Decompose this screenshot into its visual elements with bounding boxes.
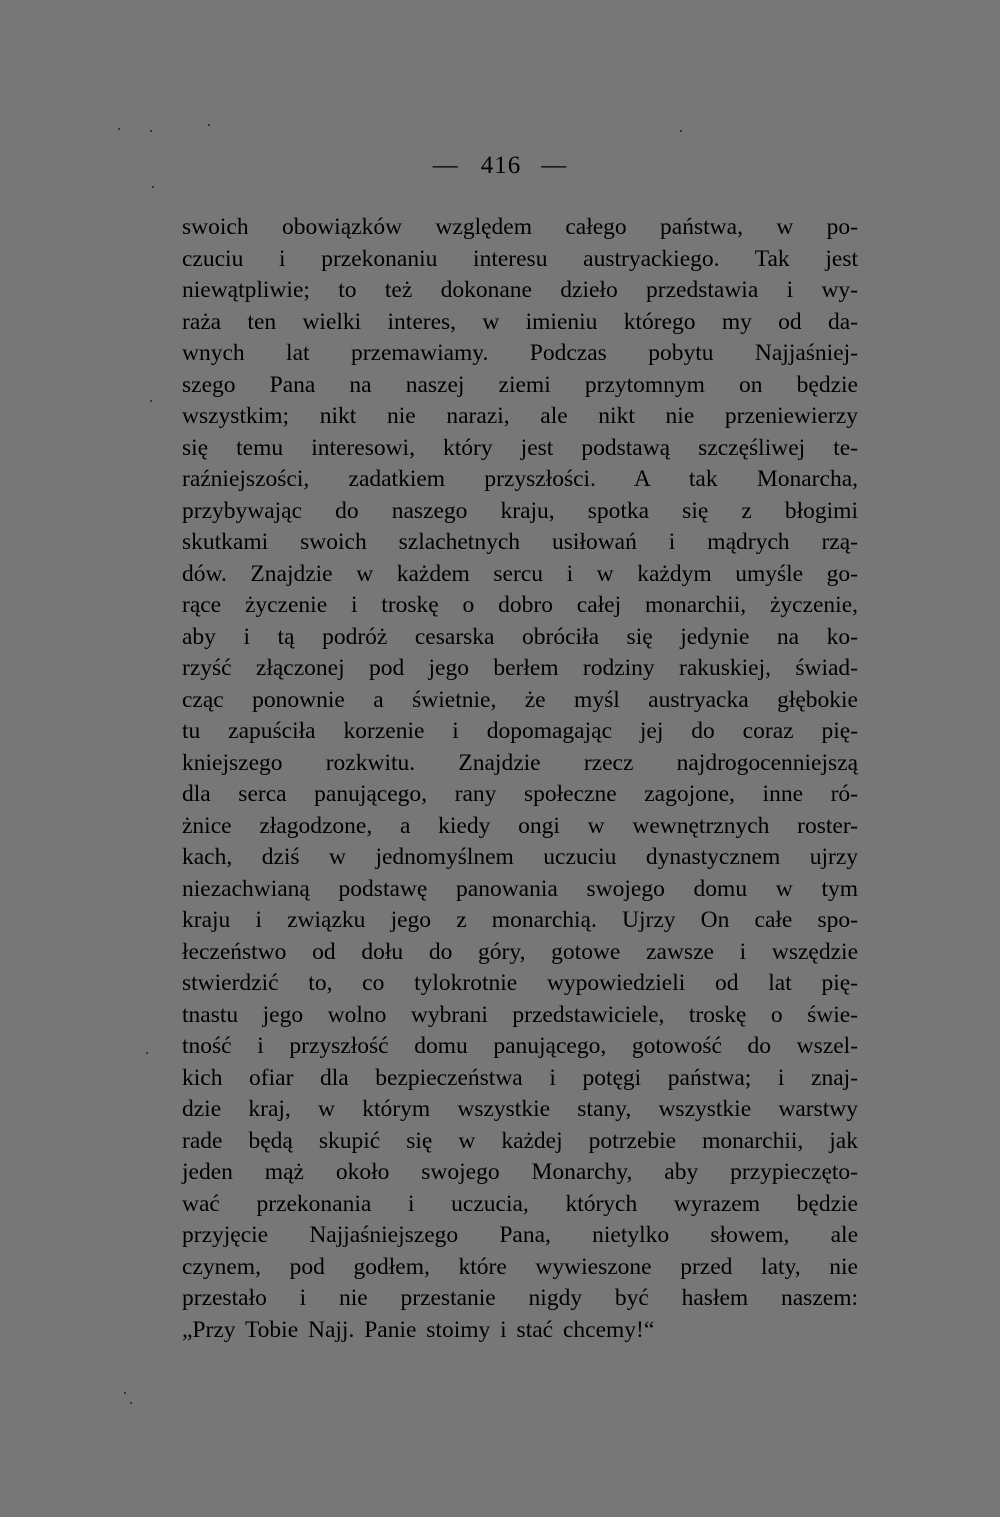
scan-speck — [150, 400, 152, 402]
text-line: się temu interesowi, który jest podstawą szczęśliwej te- — [182, 434, 858, 461]
text-line: raża ten wielki interes, w imieniu którego my od da- — [182, 308, 858, 335]
text-line: tnastu jego wolno wybrani przedstawiciele, troskę o świe- — [182, 1001, 858, 1028]
text-line: wać przekonania i uczucia, których wyrazem będzie — [182, 1190, 858, 1217]
page-number: 416 — [480, 152, 522, 179]
text-line: rade będą skupić się w każdej potrzebie monarchii, jak — [182, 1127, 858, 1154]
scan-speck — [118, 128, 120, 130]
text-line: łeczeństwo od dołu do góry, gotowe zawsze i wszędzie — [182, 938, 858, 965]
scan-speck — [146, 1052, 148, 1054]
text-line: wnych lat przemawiamy. Podczas pobytu Najjaśniej- — [182, 340, 858, 366]
text-line: aby i tą podróż cesarska obróciła się jedynie na ko- — [182, 623, 858, 650]
text-line: cząc ponownie a świetnie, że myśl austryacka głębokie — [182, 686, 858, 713]
text-line: dzie kraj, w którym wszystkie stany, wszystkie warstwy — [182, 1096, 858, 1122]
text-line: kich ofiar dla bezpieczeństwa i potęgi państwa; i znaj- — [182, 1064, 858, 1091]
text-line: czynem, pod godłem, które wywieszone przed laty, nie — [182, 1253, 858, 1280]
text-line: jeden mąż około swojego Monarchy, aby przypieczęto- — [182, 1159, 858, 1185]
scan-speck — [130, 1402, 132, 1404]
text-line: przyjęcie Najjaśniejszego Pana, nietylko słowem, ale — [182, 1222, 858, 1248]
text-line: tność i przyszłość domu panującego, gotowość do wszel- — [182, 1033, 858, 1059]
page-header — [0, 146, 1000, 186]
text-line: czuciu i przekonaniu interesu austryackiego. Tak jest — [182, 245, 858, 272]
text-line: szego Pana na naszej ziemi przytomnym on będzie — [182, 371, 858, 398]
text-line-final: „Przy Tobie Najj. Panie stoimy i stać chcemy!“ — [182, 1316, 655, 1343]
text-line: niezachwianą podstawę panowania swojego domu w tym — [182, 875, 858, 902]
text-line: kach, dziś w jednomyślnem uczuciu dynastycznem ujrzy — [182, 844, 858, 870]
text-line: rzyść złączonej pod jego berłem rodziny rakuskiej, świad- — [182, 655, 858, 681]
text-line: dla serca panującego, rany społeczne zagojone, inne ró- — [182, 781, 858, 807]
text-line: przybywając do naszego kraju, spotka się z błogimi — [182, 497, 858, 524]
scan-speck — [152, 186, 154, 188]
text-line: tu zapuściła korzenie i dopomagając jej do coraz pię- — [182, 718, 858, 744]
text-line: dów. Znajdzie w każdem sercu i w każdym umyśle go- — [182, 560, 858, 587]
text-line: kniejszego rozkwitu. Znajdzie rzecz najdrogocenniejszą — [182, 749, 858, 776]
text-line: raźniejszości, zadatkiem przyszłości. A tak Monarcha, — [182, 466, 858, 492]
text-line: rące życzenie i troskę o dobro całej monarchii, życzenie, — [182, 592, 858, 618]
text-line: swoich obowiązków względem całego państwa, w po- — [182, 214, 858, 240]
scan-speck — [208, 124, 210, 126]
text-line: przestało i nie przestanie nigdy być hasłem naszem: — [182, 1285, 858, 1311]
text-line: żnice złagodzone, a kiedy ongi w wewnętrznych roster- — [182, 812, 858, 839]
text-line: wszystkim; nikt nie narazi, ale nikt nie przeniewierzy — [182, 403, 858, 429]
scan-speck — [150, 130, 152, 132]
body-text — [182, 212, 858, 1346]
text-line: kraju i związku jego z monarchią. Ujrzy On całe spo- — [182, 907, 858, 933]
text-line: niewątpliwie; to też dokonane dzieło przedstawia i wy- — [182, 277, 858, 303]
scan-speck — [680, 130, 682, 132]
header-dash-left: — — [432, 152, 459, 179]
text-line: stwierdzić to, co tylokrotnie wypowiedzieli od lat pię- — [182, 970, 858, 996]
header-dash-right: — — [541, 152, 568, 179]
scan-speck — [124, 1392, 126, 1394]
text-line: skutkami swoich szlachetnych usiłowań i mądrych rzą- — [182, 529, 858, 555]
